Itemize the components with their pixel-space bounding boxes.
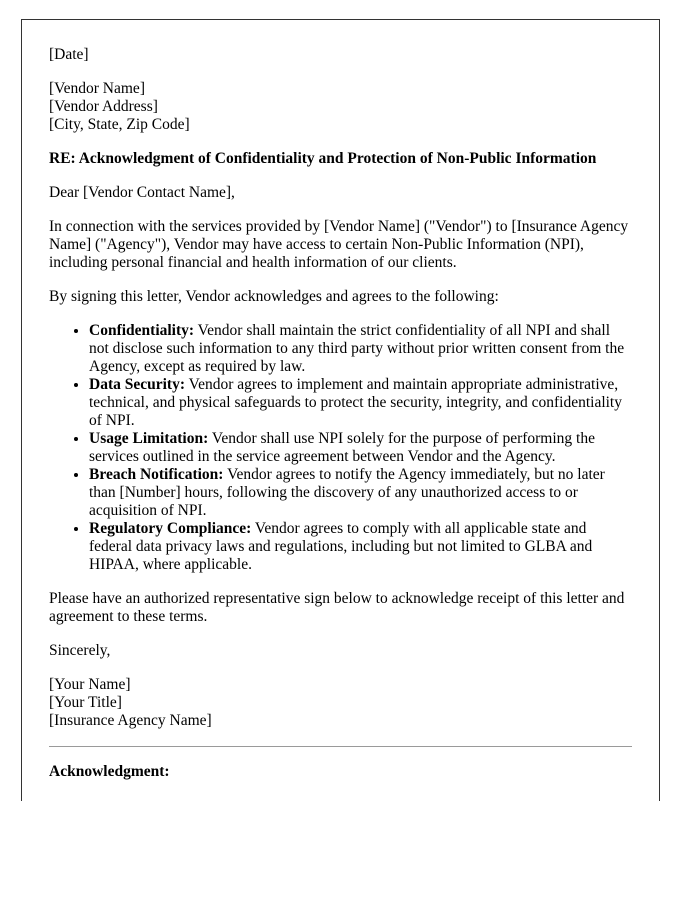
term-regulatory-compliance-label: Regulatory Compliance:: [89, 520, 252, 537]
term-confidentiality: [89, 322, 632, 376]
term-breach-notification-label: Breach Notification:: [89, 466, 224, 483]
closing-paragraph: Please have an authorized representative sign below to acknowledge receipt of this letter and agreement to these terms.: [49, 590, 625, 625]
term-confidentiality-text: Vendor shall maintain the strict confidentiality of all NPI and shall not disclose such information to any third party without prior written consent from the Agency, except as required by law.: [89, 322, 625, 375]
term-breach-notification: [89, 466, 632, 520]
list-lead-in: By signing this letter, Vendor acknowledges and agrees to the following:: [49, 288, 499, 305]
letter-page: [21, 19, 660, 801]
term-confidentiality-label: Confidentiality:: [89, 322, 195, 339]
term-breach-notification-text: Vendor agrees to notify the Agency immediately, but no later than [Number] hours, following the discovery of any unauthorized access to or acquisition of NPI.: [89, 466, 605, 519]
signoff: Sincerely,: [49, 642, 111, 659]
salutation: Dear [Vendor Contact Name],: [49, 184, 235, 201]
subject-line: RE: Acknowledgment of Confidentiality and Protection of Non-Public Information: [49, 150, 597, 167]
term-usage-limitation-label: Usage Limitation:: [89, 430, 209, 447]
term-regulatory-compliance-text: Vendor agrees to comply with all applicable state and federal data privacy laws and regulations, including but not limited to GLBA and HIPAA, where applicable.: [89, 520, 593, 573]
date-placeholder: [Date]: [49, 46, 89, 63]
recipient-address: [Vendor Address]: [49, 98, 158, 115]
recipient-city-state-zip: [City, State, Zip Code]: [49, 116, 190, 133]
signature-block: [49, 676, 632, 730]
recipient-name: [Vendor Name]: [49, 80, 145, 97]
terms-list: [49, 322, 632, 574]
term-usage-limitation-text: Vendor shall use NPI solely for the purpose of performing the services outlined in the service agreement between Vendor and the Agency.: [89, 430, 595, 465]
recipient-block: [49, 80, 632, 134]
signature-agency: [Insurance Agency Name]: [49, 712, 212, 729]
signature-name: [Your Name]: [49, 676, 131, 693]
signature-divider: [49, 746, 632, 747]
intro-paragraph: In connection with the services provided by [Vendor Name] ("Vendor") to [Insurance Agency Name] ("Agency"), Vendor may have access to certain Non-Public Information (NPI), including personal financial and health information of our clients.: [49, 218, 629, 271]
term-data-security-label: Data Security:: [89, 376, 185, 393]
term-usage-limitation: [89, 430, 632, 466]
term-data-security-text: Vendor agrees to implement and maintain appropriate administrative, technical, and physical safeguards to protect the security, integrity, and confidentiality of NPI.: [89, 376, 622, 429]
term-regulatory-compliance: [89, 520, 632, 574]
signature-title: [Your Title]: [49, 694, 122, 711]
term-data-security: [89, 376, 632, 430]
acknowledgment-heading: Acknowledgment:: [49, 763, 170, 780]
